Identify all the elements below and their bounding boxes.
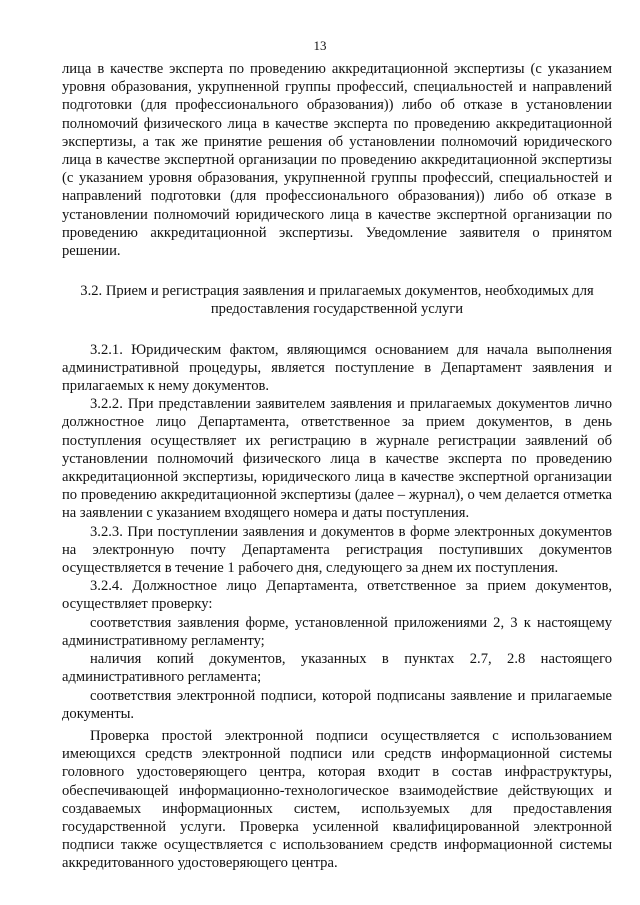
paragraph-3-2-3: 3.2.3. При поступлении заявления и документов в форме электронных документов на электронную почту Департамента регистрация поступивших документов осуществляется в течение 1 рабочего дня, следующего за днем их поступления. xyxy=(62,523,612,577)
page-number: 13 xyxy=(313,38,327,53)
check-item: соответствия заявления форме, установленной приложениями 2, 3 к настоящему административному регламенту; xyxy=(62,614,612,649)
paragraph-3-2-1: 3.2.1. Юридическим фактом, являющимся основанием для начала выполнения административной процедуры, является поступление в Департамент заявления и прилагаемых к нему документов. xyxy=(62,341,612,395)
paragraph-3-2-4: 3.2.4. Должностное лицо Департамента, ответственное за прием документов, осуществляет проверку: xyxy=(62,578,612,613)
paragraph-3-2-2: 3.2.2. При представлении заявителем заявления и прилагаемых документов лично должностное лицо Департамента, ответственное за прием документов, в день поступления осуществляет их регистрацию в журнале регистрации заявлений об установлении полномочий физического лица в качестве эксперта по проведению аккредитационной экспертизы, юридического лица в качестве экспертной организации по проведению аккредитационной экспертизы (далее – журнал), о чем делается отметка на заявлении с указанием входящего номера и даты поступления. xyxy=(62,396,612,522)
section-heading: 3.2. Прием и регистрация заявления и прилагаемых документов, необходимых для предоставления государственной услуги xyxy=(80,283,594,318)
check-item: соответствия электронной подписи, которой подписаны заявление и прилагаемые документы. xyxy=(62,687,612,722)
check-item: наличия копий документов, указанных в пунктах 2.7, 2.8 настоящего административного регламента; xyxy=(62,651,612,686)
intro-paragraph: лица в качестве эксперта по проведению аккредитационной экспертизы (с указанием уровня образования, укрупненной группы профессий, специальностей и направлений подготовки (для профессионального образования)) либо об отказе в установлении полномочий физического лица в качестве эксперта по проведению аккредитационной экспертизы, а так же принятие решения об установлении полномочий юридического лица в качестве экспертной организации по проведению аккредитационной экспертизы (с указанием уровня образования, укрупненной группы профессий, специальностей и направлений подготовки (для профессионального образования)) либо об отказе в установлении полномочий юридического лица в качестве экспертной организации по проведению аккредитационной экспертизы. Уведомление заявителя о принятом решении. xyxy=(62,61,612,260)
signature-check-paragraph: Проверка простой электронной подписи осуществляется с использованием имеющихся средств электронной подписи или средств информационной системы головного удостоверяющего центра, которая входит в состав инфраструктуры, обеспечивающей информационно-технологическое взаимодействие действующих и создаваемых информационных систем, используемых для предоставления государственной услуги. Проверка усиленной квалифицированной электронной подписи также осуществляется с использованием средств информационной системы аккредитованного удостоверяющего центра. xyxy=(62,727,612,872)
document-body xyxy=(62,60,612,873)
